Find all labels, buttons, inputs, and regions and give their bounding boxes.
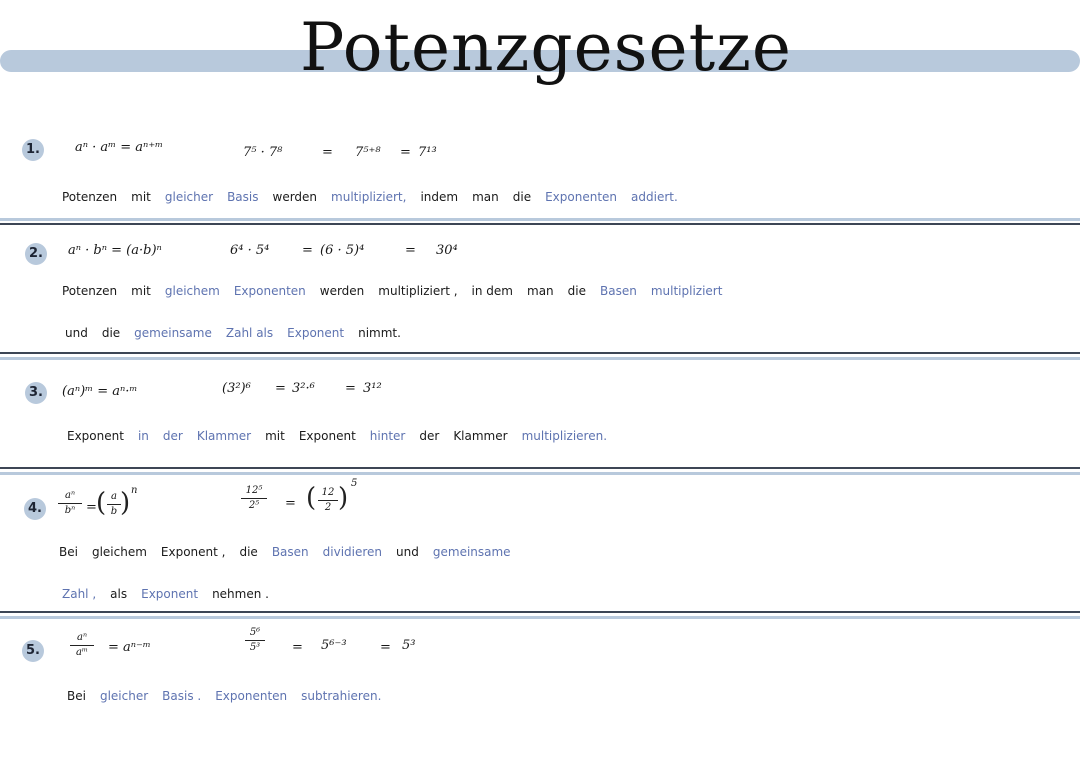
description-word: Exponent (141, 587, 199, 601)
rule-1-example-b: 7⁵⁺⁸ (355, 145, 381, 160)
rule-5-example-b: 5⁶⁻³ (321, 638, 347, 653)
rule-3-description (67, 429, 621, 443)
rule-2-description-line1 (62, 284, 736, 298)
description-word: die (567, 284, 586, 298)
rule-5-formula-rhs: = aⁿ⁻ᵐ (108, 640, 151, 655)
rule-3-example-b: 3²·⁶ (292, 381, 315, 396)
rule-1-example-a: 7⁵ · 7⁸ (243, 145, 283, 160)
fraction-bar (70, 645, 94, 646)
rule-4-formula-rhs-denominator: b (110, 506, 118, 517)
description-word: gleicher (99, 689, 149, 703)
description-word: Basen (600, 284, 637, 298)
rule-4-formula-eq: = (86, 500, 97, 515)
description-word: und (65, 326, 88, 340)
rule-5-formula-fraction (70, 632, 94, 659)
rule-5-example-fraction (245, 627, 265, 654)
description-word: dividieren (322, 545, 383, 559)
rule-5-example-denominator: 5³ (249, 642, 261, 653)
rule-number-1: 1. (22, 139, 44, 161)
rule-2-example-b: (6 · 5)⁴ (320, 243, 365, 258)
rule-5-description (67, 689, 395, 703)
description-word: die (239, 545, 258, 559)
description-word: addiert. (631, 190, 678, 204)
rule-2-description-line2 (65, 326, 415, 340)
rule-4-example-exponent: 5 (351, 478, 358, 489)
rule-4-example-numerator: 12⁵ (245, 485, 263, 496)
rule-4-formula-close-paren: ) (120, 488, 131, 518)
rule-5-formula-numerator: aⁿ (76, 632, 87, 643)
rule-4-description-line1 (59, 545, 525, 559)
description-word: Zahl als (225, 326, 274, 340)
rule-4-formula-denominator: bⁿ (64, 505, 76, 516)
rule-5-example-c: 5³ (402, 638, 416, 653)
description-word: und (396, 545, 419, 559)
rule-4-formula-exponent: n (131, 485, 138, 496)
rule-1-description (62, 190, 692, 204)
description-word: Zahl , (62, 587, 97, 601)
description-word: multipliziert, (331, 190, 407, 204)
rule-4-formula-rhs-numerator: a (111, 491, 117, 502)
rule-4-example-rhs-numerator: 12 (321, 487, 335, 498)
fraction-bar (58, 503, 82, 504)
rule-2-example-eq1: = (302, 243, 313, 258)
rule-3-example-eq1: = (275, 381, 286, 396)
rule-5-example-eq1: = (292, 640, 303, 655)
description-word: Bei (59, 545, 78, 559)
description-word: Exponenten (233, 284, 306, 298)
description-word: mit (265, 429, 285, 443)
rule-3-example-c: 3¹² (363, 381, 382, 396)
rule-4-formula-numerator: aⁿ (64, 490, 75, 501)
rule-4-example-fraction (241, 485, 267, 512)
rule-5-formula-denominator: aᵐ (75, 647, 89, 658)
rule-number-4: 4. (24, 498, 46, 520)
description-word: Exponenten (545, 190, 618, 204)
rule-3-example-eq2: = (345, 381, 356, 396)
description-word: in (137, 429, 149, 443)
rule-number-3: 3. (25, 382, 47, 404)
rule-3-formula: (aⁿ)ᵐ = aⁿ·ᵐ (62, 384, 138, 399)
rule-number-5: 5. (22, 640, 44, 662)
description-word: mit (131, 284, 151, 298)
rule-4-formula-rhs-fraction (107, 491, 121, 518)
rule-4-example-rhs-fraction (318, 487, 338, 514)
rule-4-formula-open-paren: ( (96, 488, 107, 518)
description-word: Basen (271, 545, 309, 559)
fraction-bar (245, 640, 265, 641)
description-word: nehmen . (212, 587, 269, 601)
fraction-bar (241, 498, 267, 499)
description-word: man (527, 284, 554, 298)
description-word: als (110, 587, 128, 601)
description-word: Exponent (287, 326, 345, 340)
rule-2-example-a: 6⁴ · 5⁴ (230, 243, 270, 258)
rule-2-example-eq2: = (405, 243, 416, 258)
description-word: Potenzen (62, 284, 118, 298)
description-word: Exponent (298, 429, 356, 443)
rule-4-example-denominator: 2⁵ (248, 500, 260, 511)
rule-5-example-numerator: 5⁶ (249, 627, 261, 638)
description-word: der (162, 429, 183, 443)
description-word: Bei (67, 689, 86, 703)
description-word: gleicher (164, 190, 214, 204)
description-word: multipliziert , (378, 284, 458, 298)
description-word: Klammer (453, 429, 508, 443)
description-word: hinter (369, 429, 406, 443)
rule-2-formula: aⁿ · bⁿ = (a·b)ⁿ (68, 243, 162, 258)
description-word: werden (319, 284, 365, 298)
description-word: die (101, 326, 121, 340)
rule-2-example-c: 30⁴ (436, 243, 458, 258)
fraction-bar (318, 500, 338, 501)
description-word: Klammer (196, 429, 252, 443)
description-word: Exponent , (160, 545, 226, 559)
description-word: Exponent (67, 429, 124, 443)
description-word: in dem (471, 284, 513, 298)
description-word: werden (272, 190, 318, 204)
description-word: subtrahieren. (301, 689, 382, 703)
description-word: gleichem (164, 284, 220, 298)
rule-1-example-eq1: = (322, 145, 333, 160)
description-word: multiplizieren. (521, 429, 608, 443)
description-word: multipliziert (650, 284, 723, 298)
rule-4-example-open-paren: ( (306, 483, 317, 513)
description-word: man (472, 190, 499, 204)
description-word: nimmt. (358, 326, 401, 340)
rule-5-example-eq2: = (380, 640, 391, 655)
description-word: Basis . (162, 689, 202, 703)
description-word: Potenzen (62, 190, 118, 204)
rule-1-example-c: 7¹³ (418, 145, 437, 160)
description-word: gemeinsame (432, 545, 511, 559)
description-word: Basis (227, 190, 259, 204)
rule-1-formula: aⁿ · aᵐ = aⁿ⁺ᵐ (75, 140, 164, 155)
rule-4-example-rhs-denominator: 2 (324, 502, 332, 513)
description-word: der (419, 429, 440, 443)
page-title: Potenzgesetze (300, 9, 792, 86)
description-word: mit (131, 190, 151, 204)
description-word: indem (420, 190, 459, 204)
rule-1-example-eq2: = (400, 145, 411, 160)
description-word: Exponenten (215, 689, 288, 703)
rule-4-example-close-paren: ) (338, 483, 349, 513)
rule-4-example-eq: = (285, 496, 296, 511)
rule-4-formula-fraction (58, 490, 82, 517)
description-word: die (512, 190, 532, 204)
description-word: gleichem (91, 545, 147, 559)
rule-number-2: 2. (25, 243, 47, 265)
rule-3-example-a: (3²)⁶ (222, 381, 251, 396)
rule-4-description-line2 (62, 587, 283, 601)
fraction-bar (107, 504, 121, 505)
description-word: gemeinsame (134, 326, 212, 340)
